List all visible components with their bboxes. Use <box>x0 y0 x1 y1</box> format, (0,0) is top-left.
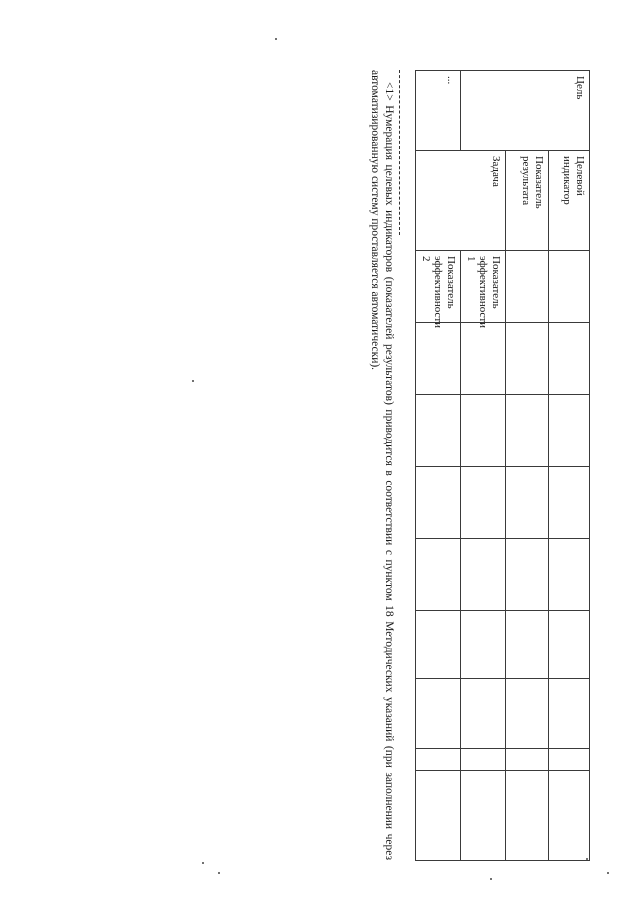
scan-speck <box>275 38 277 40</box>
efficiency-indicator-1-label: Показатель эффективности 1 <box>464 256 502 329</box>
table-cell <box>416 323 461 395</box>
scan-speck <box>218 872 220 874</box>
indicators-table <box>415 70 590 861</box>
table-cell <box>416 467 461 539</box>
target-indicator-cell <box>549 151 590 251</box>
table-row <box>506 71 549 861</box>
scan-speck <box>490 878 492 880</box>
table-cell <box>416 611 461 679</box>
footnote-text: <1> Нумерация целевых индикаторов (показателей результатов) приводится в соответствии с пунктом 18 Методических указаний (при заполнении через автоматизированную систему проставляется автоматически). <box>369 70 395 860</box>
result-indicator-cell <box>506 151 549 251</box>
table-cell <box>461 539 506 611</box>
scan-speck <box>192 380 194 382</box>
table-cell <box>506 539 549 611</box>
goal-label: Цель <box>574 76 586 100</box>
table-cell <box>506 323 549 395</box>
table-cell <box>461 611 506 679</box>
table-cell <box>461 771 506 861</box>
table-cell <box>416 771 461 861</box>
table-cell <box>549 749 590 771</box>
table-cell <box>506 395 549 467</box>
table-cell <box>461 323 506 395</box>
table-cell <box>461 749 506 771</box>
scan-speck <box>586 858 588 860</box>
table-cell <box>416 749 461 771</box>
table-cell <box>506 251 549 323</box>
footnote-divider <box>399 70 400 235</box>
table-cell <box>549 323 590 395</box>
table-cell <box>461 679 506 749</box>
table-cell <box>549 251 590 323</box>
table-cell <box>549 611 590 679</box>
ellipsis-label: ... <box>445 76 458 85</box>
table-cell <box>549 395 590 467</box>
table-cell <box>549 771 590 861</box>
table-cell <box>461 395 506 467</box>
efficiency-indicator-2-label: Показатель эффективности 2 <box>419 256 458 329</box>
table-cell <box>416 539 461 611</box>
efficiency-indicator-1-cell <box>461 251 506 329</box>
table-cell <box>506 611 549 679</box>
table-row <box>461 71 506 861</box>
table-cell <box>549 467 590 539</box>
task-cell <box>416 151 506 251</box>
table-cell <box>416 679 461 749</box>
table-row <box>549 71 590 861</box>
table-cell <box>416 395 461 467</box>
footnote <box>368 70 396 860</box>
scan-speck <box>607 872 609 874</box>
goal-cell <box>461 71 590 151</box>
task-label: Задача <box>490 156 502 187</box>
rotated-page <box>350 70 590 860</box>
table-cell <box>506 679 549 749</box>
table-cell <box>506 749 549 771</box>
table-cell <box>549 539 590 611</box>
table-cell <box>461 467 506 539</box>
table-cell <box>506 467 549 539</box>
table-cell <box>549 679 590 749</box>
ellipsis-cell <box>416 71 461 151</box>
efficiency-indicator-2-cell <box>416 251 461 329</box>
target-indicator-label: Целевой индикатор <box>561 156 586 205</box>
scan-speck <box>202 862 204 864</box>
table-cell <box>506 771 549 861</box>
result-indicator-label: Показатель результата <box>520 156 545 209</box>
